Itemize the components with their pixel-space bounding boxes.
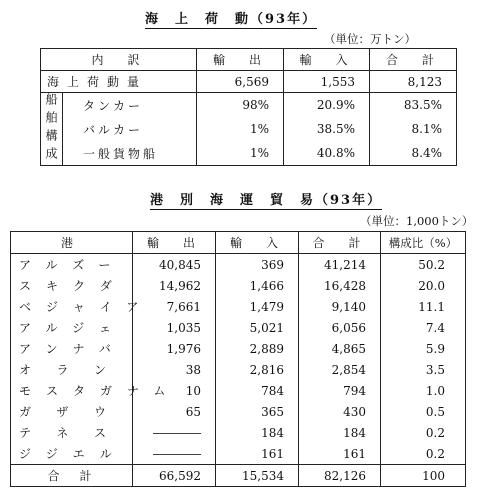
port-total: 4,865 (299, 338, 381, 359)
table-row (11, 275, 466, 296)
table2-header-row (11, 232, 466, 254)
port-import: 184 (216, 422, 299, 443)
ship-total: 83.5% (370, 93, 457, 118)
ship-import: 20.9% (284, 93, 370, 118)
port-share: 11.1 (381, 296, 466, 317)
port-share: 20.0 (381, 275, 466, 296)
port-export: 1,976 (133, 338, 216, 359)
ship-total: 8.4% (370, 141, 457, 166)
ship-total: 8.1% (370, 117, 457, 141)
ship-type: 一般貨物船 (63, 141, 197, 166)
table-row (11, 317, 466, 338)
ship-import: 40.8% (284, 141, 370, 166)
volume-label: 海上荷動量 (41, 71, 197, 93)
header-import: 輸 入 (284, 49, 370, 71)
header-export: 輸 出 (133, 232, 216, 254)
port-total: 184 (299, 422, 381, 443)
port-name-text: スキクダ (19, 279, 127, 293)
table-row (11, 443, 466, 465)
port-import: 365 (216, 401, 299, 422)
volume-import: 1,553 (284, 71, 370, 93)
port-export: ―――― (133, 443, 216, 465)
port-name (11, 338, 133, 359)
table2-title: 港 別 海 運 貿 易（93年） (150, 193, 383, 208)
table-row (11, 296, 466, 317)
port-share: 7.4 (381, 317, 466, 338)
port-share: 50.2 (381, 254, 466, 276)
port-name (11, 422, 133, 443)
port-share: 5.9 (381, 338, 466, 359)
header-breakdown: 内 訳 (41, 49, 197, 71)
port-name-text: ジジエル (19, 447, 127, 461)
port-name-text: アルズー (19, 258, 126, 272)
port-name (11, 380, 181, 401)
port-name-text: アルジェ (19, 321, 126, 335)
port-share: 0.5 (381, 401, 466, 422)
table-row (11, 380, 466, 401)
port-import: 5,021 (216, 317, 299, 338)
port-import: 369 (216, 254, 299, 276)
port-name-text: アンナバ (19, 342, 126, 356)
ship-type: バルカー (63, 117, 197, 141)
header-share: 構成比（%） (381, 232, 466, 254)
port-export: 1,035 (133, 317, 216, 338)
table1-row (41, 117, 457, 141)
header-export: 輸 出 (197, 49, 284, 71)
port-total: 16,428 (299, 275, 381, 296)
port-import: 1,479 (216, 296, 299, 317)
total-label: 合 計 (11, 465, 133, 487)
total-import: 15,534 (216, 465, 299, 487)
port-total: 6,056 (299, 317, 381, 338)
port-name (11, 359, 133, 380)
port-name-text: モスタガナム (19, 384, 181, 398)
total-total: 82,126 (299, 465, 381, 487)
port-total: 2,854 (299, 359, 381, 380)
table-row (11, 422, 466, 443)
port-share: 3.5 (381, 359, 466, 380)
port-total: 430 (299, 401, 381, 422)
port-name-text: ベジャイア (19, 300, 154, 314)
header-total: 合 計 (370, 49, 457, 71)
port-import: 1,466 (216, 275, 299, 296)
table1-row (41, 93, 457, 118)
header-total: 合 計 (299, 232, 381, 254)
port-name-text: ガザウ (19, 405, 121, 419)
port-export: 14,962 (133, 275, 216, 296)
volume-total: 8,123 (370, 71, 457, 93)
port-import: 161 (216, 443, 299, 465)
total-share: 100 (381, 465, 466, 487)
table1-title: 海 上 荷 動（93年） (145, 12, 318, 27)
ship-export: 1% (197, 141, 284, 166)
port-total: 9,140 (299, 296, 381, 317)
table-row (11, 254, 466, 276)
port-export: 7,661 (133, 296, 216, 317)
port-share: 0.2 (381, 422, 466, 443)
port-name (11, 443, 133, 465)
ship-export: 98% (197, 93, 284, 118)
port-share: 1.0 (381, 380, 466, 401)
table2-total-row (11, 465, 466, 487)
port-export: 65 (133, 401, 216, 422)
port-import: 784 (216, 380, 299, 401)
port-total: 161 (299, 443, 381, 465)
table1-unit: （単位：万トン） (324, 32, 416, 46)
ship-import: 38.5% (284, 117, 370, 141)
port-name (11, 275, 133, 296)
port-name (11, 401, 133, 422)
table1-volume-row (41, 71, 457, 93)
port-name-text: テネス (19, 426, 121, 440)
table1-header-row (41, 49, 457, 71)
port-import: 2,889 (216, 338, 299, 359)
cargo-movement-table (40, 48, 457, 166)
port-export: 10 (133, 380, 216, 401)
port-name (11, 296, 154, 317)
port-total: 794 (299, 380, 381, 401)
table2-unit: （単位：1,000トン） (360, 214, 474, 228)
table-row (11, 338, 466, 359)
port-name (11, 254, 133, 276)
port-trade-table (10, 231, 466, 487)
table-row (11, 359, 466, 380)
header-import: 輸 入 (216, 232, 299, 254)
port-export: 38 (133, 359, 216, 380)
ship-export: 1% (197, 117, 284, 141)
port-name (11, 317, 133, 338)
port-import: 2,816 (216, 359, 299, 380)
port-name-text: オラン (19, 363, 121, 377)
port-share: 0.2 (381, 443, 466, 465)
volume-export: 6,569 (197, 71, 284, 93)
port-export: 40,845 (133, 254, 216, 276)
port-export: ―――― (133, 422, 216, 443)
table-row (11, 401, 466, 422)
port-total: 41,214 (299, 254, 381, 276)
table1-row (41, 141, 457, 166)
ship-composition-label: 船舶構成 (41, 93, 63, 166)
header-port: 港 (11, 232, 133, 254)
total-export: 66,592 (133, 465, 216, 487)
ship-type: タンカー (63, 93, 197, 118)
